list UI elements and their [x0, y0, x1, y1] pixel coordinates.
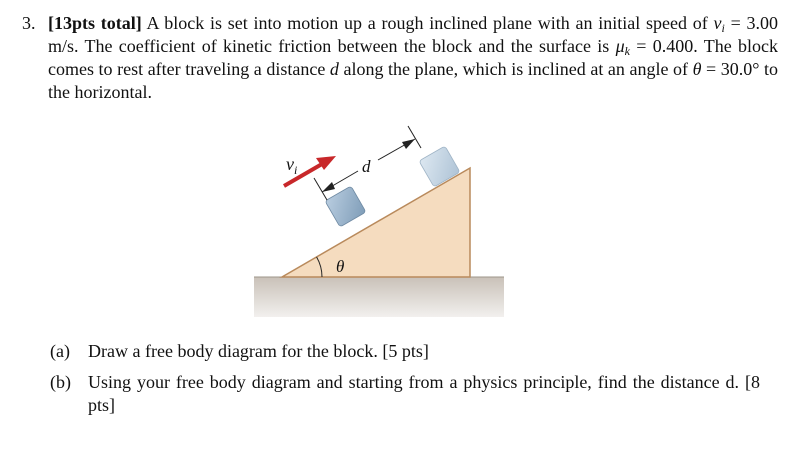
subquestion-b-text: Using your free body diagram and starting from a physics principle, find the distance d. [8 pts]: [88, 372, 760, 415]
subquestion-b: [50, 371, 760, 417]
d-symbol: d: [329, 59, 339, 79]
problem-text-5: to the horizontal.: [48, 59, 778, 102]
d-arrowhead-lower: [322, 182, 335, 192]
vi-subscript: i: [721, 21, 725, 35]
theta-label: θ: [336, 257, 345, 276]
problem-text-4: along the plane, which is inclined at an angle of: [338, 59, 693, 79]
problem-statement: [22, 12, 778, 104]
d-tick-upper: [408, 126, 421, 148]
incline-figure: [250, 120, 510, 320]
theta-value: = 30.0°: [701, 59, 760, 79]
block-moving: [325, 186, 366, 227]
subquestion-a-text: Draw a free body diagram for the block. [5 pts]: [88, 341, 429, 361]
problem-text-1: A block is set into motion up a rough inclined plane with an initial speed of: [141, 13, 714, 33]
subquestion-a-label: (a): [50, 341, 70, 361]
incline-plane: [282, 168, 470, 277]
problem-number: 3.: [22, 13, 36, 33]
subquestions: [50, 340, 760, 425]
theta-symbol: θ: [692, 59, 702, 79]
subquestion-b-label: (b): [50, 372, 71, 392]
problem-body: [48, 12, 778, 104]
problem-text-2: The coefficient of kinetic friction between the block and the surface is: [78, 36, 616, 56]
vi-label: $v_i$: [286, 154, 298, 177]
subquestion-a: [50, 340, 760, 363]
ground: [254, 277, 504, 317]
mu-symbol: μ: [615, 36, 625, 56]
problem-text-3: The block comes to rest after traveling a distance: [48, 36, 778, 79]
d-arrowhead-upper: [402, 139, 415, 149]
incline-diagram: [250, 120, 510, 320]
vi-symbol: v: [713, 13, 722, 33]
mu-subscript: k: [624, 44, 630, 58]
mu-value: = 0.400.: [629, 36, 698, 56]
problem-points: [13pts total]: [48, 13, 142, 33]
vi-value: = 3.00 m/s.: [48, 13, 778, 56]
d-label: d: [362, 157, 371, 176]
